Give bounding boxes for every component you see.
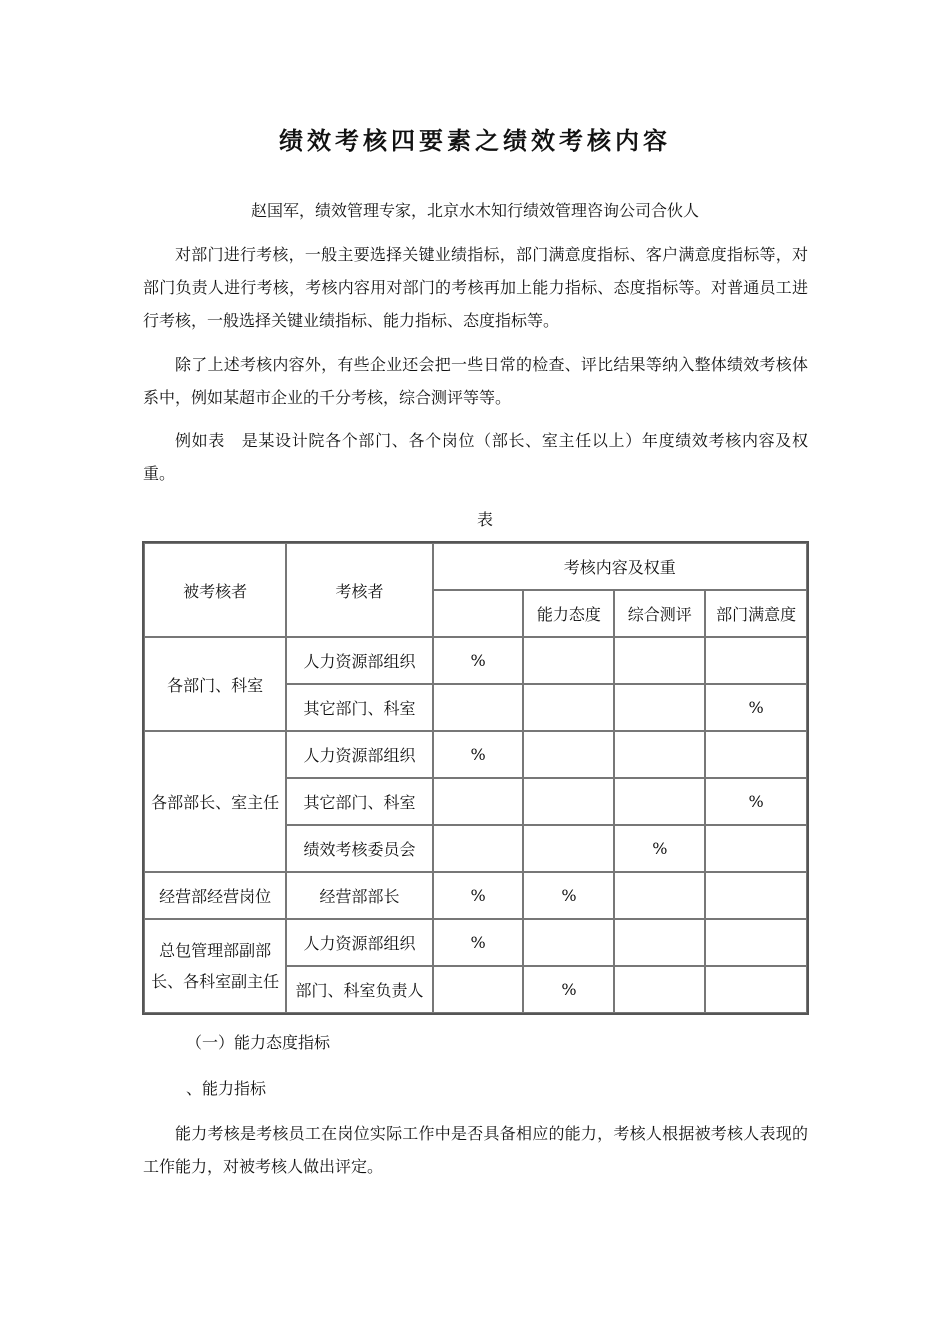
value-cell: % bbox=[433, 919, 524, 966]
value-cell bbox=[705, 637, 807, 684]
subheader-cell bbox=[433, 590, 524, 637]
paragraph-2: 除了上述考核内容外，有些企业还会把一些日常的检查、评比结果等纳入整体绩效考核体系中，例如某超市企业的千分考核，综合测评等等。 bbox=[143, 355, 808, 407]
subheader-ability-attitude: 能力态度 bbox=[523, 590, 614, 637]
value-cell bbox=[614, 684, 705, 731]
table-caption: 表 bbox=[476, 510, 493, 529]
document-title: 绩效考核四要素之绩效考核内容 bbox=[279, 126, 671, 155]
value-cell bbox=[523, 825, 614, 872]
table-row bbox=[144, 731, 807, 778]
value-cell: % bbox=[523, 872, 614, 919]
group-cell: 各部门、科室 bbox=[144, 637, 286, 731]
section-heading-1-1: 、能力指标 bbox=[186, 1079, 267, 1098]
table-header-row bbox=[144, 543, 807, 590]
value-cell: % bbox=[433, 637, 524, 684]
value-cell bbox=[523, 919, 614, 966]
value-cell: % bbox=[523, 966, 614, 1013]
group-cell: 经营部经营岗位 bbox=[144, 872, 286, 919]
value-cell: % bbox=[433, 872, 524, 919]
assessor-cell: 其它部门、科室 bbox=[286, 684, 432, 731]
header-content-weight: 考核内容及权重 bbox=[433, 543, 807, 590]
assessor-cell: 经营部部长 bbox=[286, 872, 432, 919]
author-line: 赵国军，绩效管理专家，北京水木知行绩效管理咨询公司合伙人 bbox=[250, 201, 699, 220]
value-cell bbox=[705, 825, 807, 872]
table-row bbox=[144, 872, 807, 919]
value-cell bbox=[523, 778, 614, 825]
header-assessee: 被考核者 bbox=[144, 543, 286, 637]
paragraph-3: 例如表 是某设计院各个部门、各个岗位（部长、室主任以上）年度绩效考核内容及权重。 bbox=[143, 431, 808, 483]
assessor-cell: 部门、科室负责人 bbox=[286, 966, 432, 1013]
group-cell: 各部部长、室主任 bbox=[144, 731, 286, 872]
table-row bbox=[144, 637, 807, 684]
assessor-cell: 绩效考核委员会 bbox=[286, 825, 432, 872]
value-cell bbox=[705, 872, 807, 919]
subheader-comprehensive-eval: 综合测评 bbox=[614, 590, 705, 637]
value-cell bbox=[705, 966, 807, 1013]
assessor-cell: 人力资源部组织 bbox=[286, 731, 432, 778]
value-cell: % bbox=[705, 778, 807, 825]
assessment-table bbox=[142, 541, 809, 1015]
table-row bbox=[144, 919, 807, 966]
value-cell bbox=[705, 731, 807, 778]
assessor-cell: 人力资源部组织 bbox=[286, 637, 432, 684]
assessor-cell: 其它部门、科室 bbox=[286, 778, 432, 825]
value-cell bbox=[523, 731, 614, 778]
value-cell bbox=[614, 966, 705, 1013]
header-assessor: 考核者 bbox=[286, 543, 432, 637]
subheader-dept-satisfaction: 部门满意度 bbox=[705, 590, 807, 637]
value-cell bbox=[614, 778, 705, 825]
value-cell bbox=[433, 684, 524, 731]
value-cell bbox=[433, 778, 524, 825]
value-cell bbox=[614, 919, 705, 966]
paragraph-1: 对部门进行考核，一般主要选择关键业绩指标，部门满意度指标、客户满意度指标等，对部门负责人进行考核，考核内容用对部门的考核再加上能力指标、态度指标等。对普通员工进行考核，一般选择关键业绩指标、能力指标、态度指标等。 bbox=[143, 245, 808, 330]
value-cell bbox=[523, 684, 614, 731]
group-cell: 总包管理部副部长、各科室副主任 bbox=[144, 919, 286, 1013]
value-cell bbox=[614, 637, 705, 684]
assessor-cell: 人力资源部组织 bbox=[286, 919, 432, 966]
value-cell bbox=[523, 637, 614, 684]
value-cell: % bbox=[705, 684, 807, 731]
value-cell bbox=[614, 872, 705, 919]
value-cell bbox=[705, 919, 807, 966]
value-cell bbox=[433, 966, 524, 1013]
value-cell bbox=[433, 825, 524, 872]
value-cell bbox=[614, 731, 705, 778]
value-cell: % bbox=[433, 731, 524, 778]
paragraph-4: 能力考核是考核员工在岗位实际工作中是否具备相应的能力，考核人根据被考核人表现的工作能力，对被考核人做出评定。 bbox=[143, 1124, 808, 1176]
value-cell: % bbox=[614, 825, 705, 872]
section-heading-1: （一）能力态度指标 bbox=[186, 1033, 331, 1052]
